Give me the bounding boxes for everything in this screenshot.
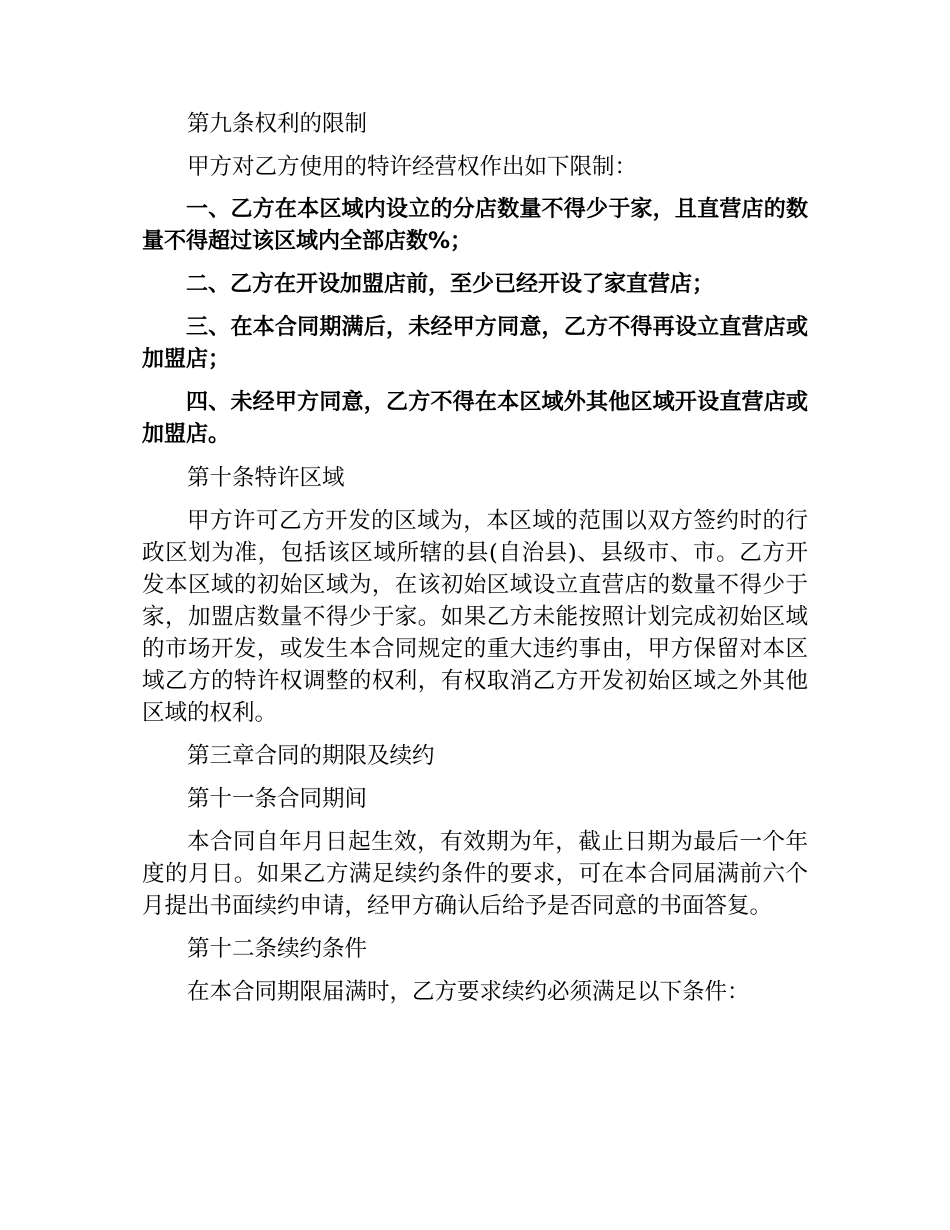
article-12-heading: 第十二条续约条件 <box>187 936 368 962</box>
article-12-body: 在本合同期限届满时，乙方要求续约必须满足以下条件： <box>187 979 750 1005</box>
article-11-heading: 第十一条合同期间 <box>187 786 368 812</box>
restriction-item-4: 四、未经甲方同意，乙方不得在本区域外其他区域开设直营店或加盟店。 <box>142 390 808 447</box>
restriction-item-2: 二、乙方在开设加盟店前，至少已经开设了家直营店； <box>186 272 715 297</box>
article-9-heading: 第九条权利的限制 <box>187 111 368 137</box>
article-10-heading: 第十条特许区域 <box>187 465 345 491</box>
restriction-item-3: 三、在本合同期满后，未经甲方同意，乙方不得再设立直营店或加盟店； <box>142 315 808 372</box>
article-9-intro: 甲方对乙方使用的特许经营权作出如下限制： <box>187 154 638 180</box>
article-11-body: 本合同自年月日起生效，有效期为年，截止日期为最后一个年度的月日。如果乙方满足续约条件的要求，可在本合同届满前六个月提出书面续约申请，经甲方确认后给予是否同意的书面答复。 <box>142 829 808 919</box>
restriction-item-1: 一、乙方在本区域内设立的分店数量不得少于家，且直营店的数量不得超过该区域内全部店数%； <box>142 197 808 254</box>
article-10-body: 甲方许可乙方开发的区域为，本区域的范围以双方签约时的行政区划为准，包括该区域所辖的县(自治县)、县级市、市。乙方开发本区域的初始区域为，在该初始区域设立直营店的数量不得少于家，加盟店数量不得少于家。如果乙方未能按照计划完成初始区域的市场开发，或发生本合同规定的重大违约事由，甲方保留对本区域乙方的特许权调整的权利，有权取消乙方开发初始区域之外其他区域的权利。 <box>142 508 808 726</box>
chapter-3-heading: 第三章合同的期限及续约 <box>187 743 435 769</box>
document-page <box>142 108 808 1019</box>
